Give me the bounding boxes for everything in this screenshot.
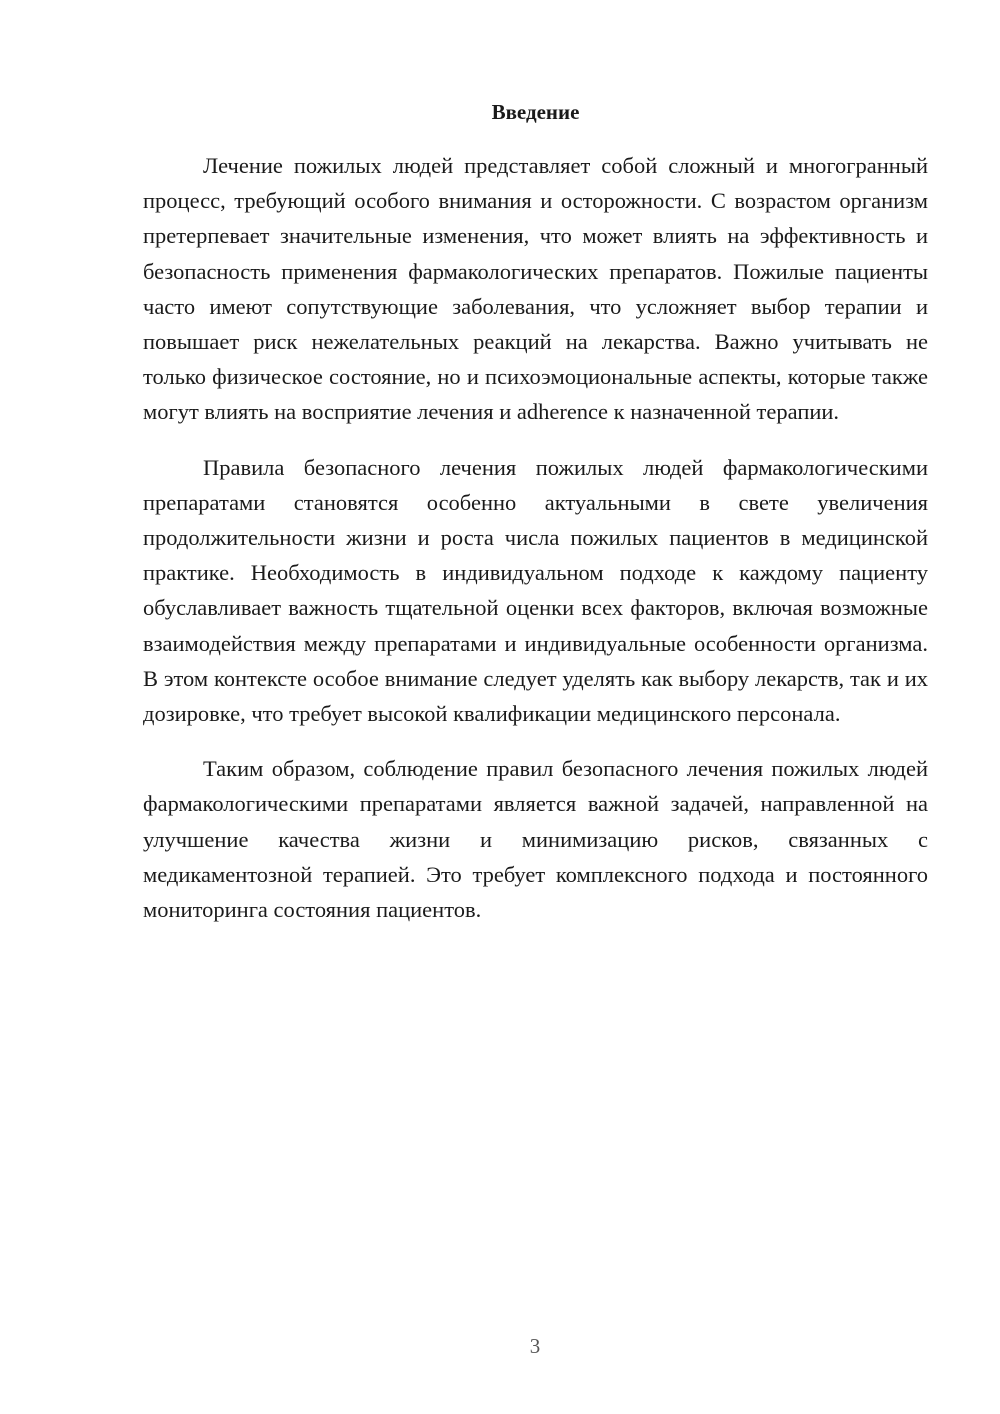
paragraph-2: Правила безопасного лечения пожилых людей фармакологическими препаратами становятся особенно актуальными в свете увеличения продолжительности жизни и роста числа пожилых пациентов в медицинской практике. Необходимость в индивидуальном подходе к каждому пациенту обуславливает важность тщательной оценки всех факторов, включая возможные взаимодействия между препаратами и индивидуальные особенности организма. В этом контексте особое внимание следует уделять как выбору лекарств, так и их дозировке, что требует высокой квалификации медицинского персонала.	[143, 454, 928, 727]
paragraph-1: Лечение пожилых людей представляет собой сложный и многогранный процесс, требующий особого внимания и осторожности. С возрастом организм претерпевает значительные изменения, что может влиять на эффективность и безопасность применения фармакологических препаратов. Пожилые пациенты часто имеют сопутствующие заболевания, что усложняет выбор терапии и повышает риск нежелательных реакций на лекарства. Важно учитывать не только физическое состояние, но и психоэмоциональные аспекты, которые также могут влиять на восприятие лечения и adherence к назначенной терапии.	[143, 153, 928, 425]
page-content	[143, 96, 928, 947]
paragraph-3: Таким образом, соблюдение правил безопасного лечения пожилых людей фармакологическими препаратами является важной задачей, направленной на улучшение качества жизни и минимизацию рисков, связанных с медикаментозной терапией. Это требует комплексного подхода и постоянного мониторинга состояния пациентов.	[143, 756, 928, 923]
section-heading: Введение	[491, 100, 580, 124]
page-number: 3	[529, 1334, 541, 1358]
